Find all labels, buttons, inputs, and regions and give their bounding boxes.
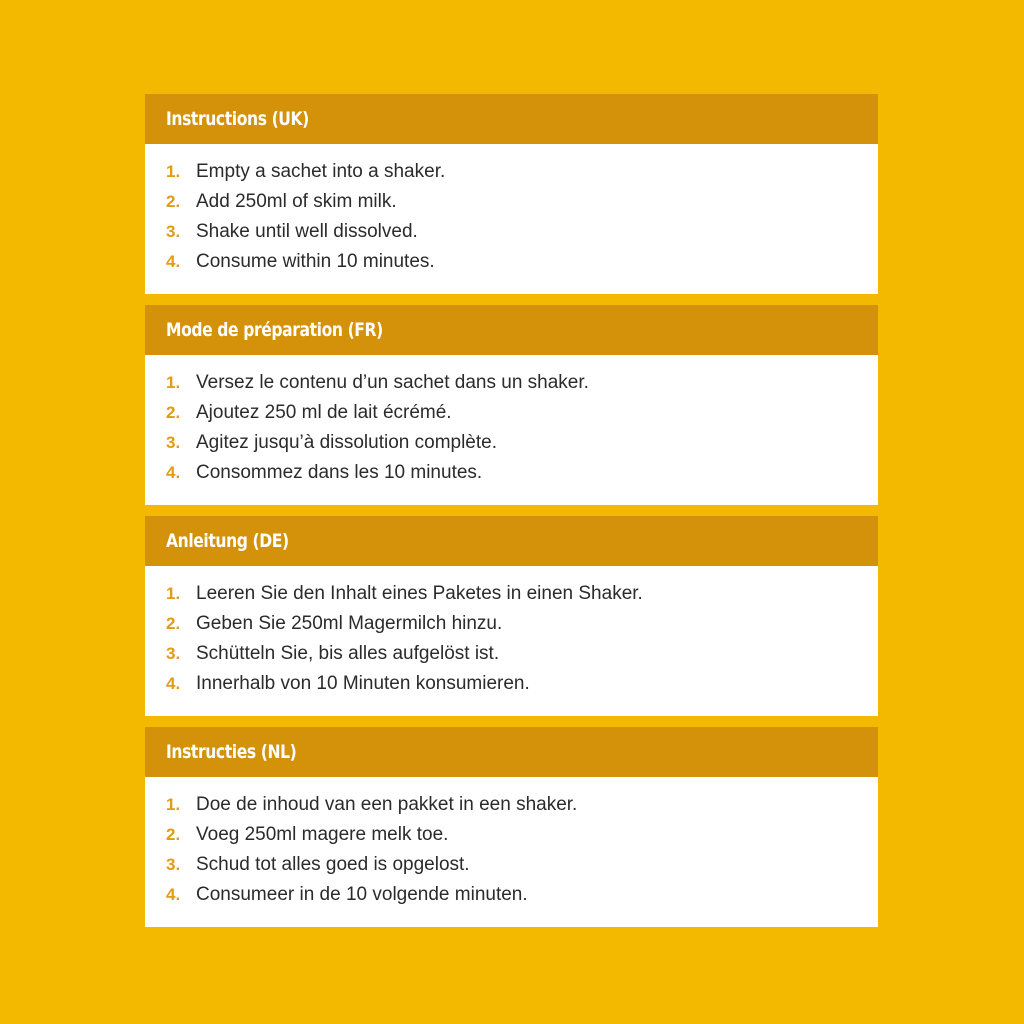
step-text: Voeg 250ml magere melk toe. [196,824,449,845]
step-item [166,609,878,639]
panel-de [145,516,878,716]
step-number: 1. [166,795,181,814]
step-text: Geben Sie 250ml Magermilch hinzu. [196,613,503,634]
panel-title: Instructies (NL) [166,741,297,763]
panel-header [145,305,878,355]
step-number: 4. [166,885,181,904]
step-number: 4. [166,674,181,693]
panel-title: Mode de préparation (FR) [166,319,383,341]
step-text: Leeren Sie den Inhalt eines Paketes in einen Shaker. [196,583,643,604]
step-item [166,217,878,247]
step-text: Consommez dans les 10 minutes. [196,462,483,483]
instructions-panels [145,94,878,938]
step-item [166,398,878,428]
step-list [166,579,878,699]
step-number: 2. [166,825,181,844]
step-text: Agitez jusqu’à dissolution complète. [196,432,498,453]
step-number: 4. [166,252,181,271]
panel-title: Instructions (UK) [166,108,309,130]
panel-title: Anleitung (DE) [166,530,289,552]
step-item [166,669,878,699]
step-item [166,880,878,910]
step-item [166,850,878,880]
panel-uk [145,94,878,294]
step-item [166,458,878,488]
step-text: Doe de inhoud van een pakket in een shaker. [196,794,578,815]
step-number: 1. [166,584,181,603]
step-number: 2. [166,614,181,633]
step-number: 3. [166,433,181,452]
panel-body [145,144,878,294]
step-item [166,790,878,820]
step-number: 3. [166,222,181,241]
step-item [166,157,878,187]
step-number: 1. [166,373,181,392]
panel-header [145,94,878,144]
step-number: 2. [166,192,181,211]
step-number: 1. [166,162,181,181]
step-text: Versez le contenu d’un sachet dans un shaker. [196,372,589,393]
step-item [166,187,878,217]
step-list [166,368,878,488]
step-text: Empty a sachet into a shaker. [196,161,446,182]
panel-header [145,727,878,777]
panel-header [145,516,878,566]
step-number: 4. [166,463,181,482]
step-text: Add 250ml of skim milk. [196,191,397,212]
step-text: Innerhalb von 10 Minuten konsumieren. [196,673,530,694]
panel-body [145,355,878,505]
step-item [166,428,878,458]
step-item [166,820,878,850]
step-number: 3. [166,855,181,874]
panel-body [145,777,878,927]
step-list [166,790,878,910]
step-item [166,247,878,277]
step-item [166,368,878,398]
step-list [166,157,878,277]
panel-nl [145,727,878,927]
step-text: Shake until well dissolved. [196,221,418,242]
step-text: Ajoutez 250 ml de lait écrémé. [196,402,452,423]
step-text: Consume within 10 minutes. [196,251,435,272]
panel-body [145,566,878,716]
step-item [166,579,878,609]
panel-fr [145,305,878,505]
step-text: Consumeer in de 10 volgende minuten. [196,884,528,905]
step-number: 2. [166,403,181,422]
step-text: Schütteln Sie, bis alles aufgelöst ist. [196,643,500,664]
step-number: 3. [166,644,181,663]
step-text: Schud tot alles goed is opgelost. [196,854,470,875]
step-item [166,639,878,669]
